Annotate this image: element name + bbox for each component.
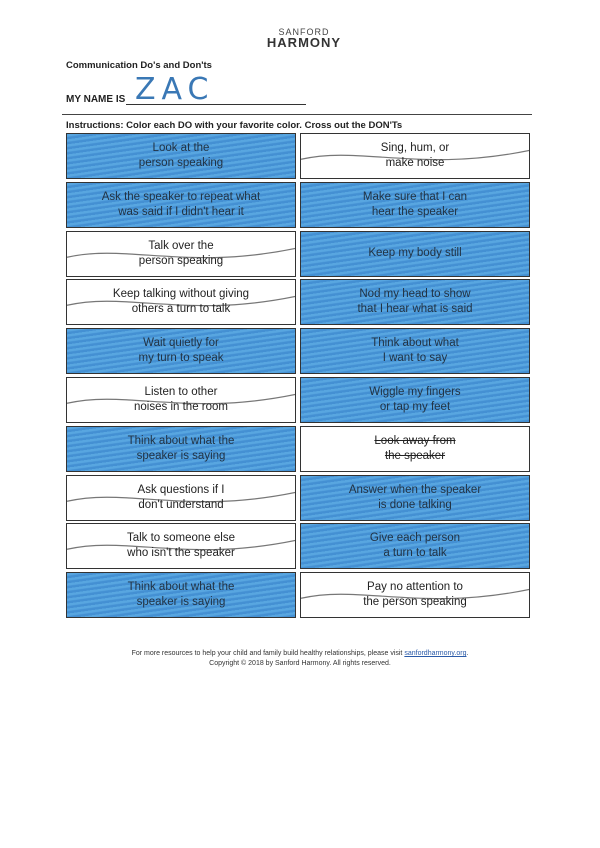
card-text: Talk over the person speaking — [138, 239, 224, 267]
card-do — [300, 279, 530, 325]
card-do — [66, 182, 296, 228]
instructions: Instructions: Color each DO with your favorite color. Cross out the DON'Ts — [66, 120, 403, 131]
card-text: Keep talking without giving others a turn to talk — [112, 288, 250, 316]
name-handwritten: ZAC — [135, 72, 215, 107]
card-do — [300, 231, 530, 277]
card-dont — [66, 475, 296, 521]
sanford-harmony-logo — [262, 27, 346, 49]
card-dont — [300, 133, 530, 179]
card-text: Ask the speaker to repeat what was said if I didn't hear it — [101, 190, 261, 218]
copyright: Copyright © 2018 by Sanford Harmony. All rights reserved. — [209, 660, 391, 667]
card-dont — [300, 426, 530, 472]
card-do — [300, 328, 530, 374]
card-text: Think about what the speaker is saying — [127, 581, 235, 609]
name-label: MY NAME IS — [66, 94, 126, 105]
card-text: Wait quietly for my turn to speak — [138, 337, 224, 365]
card-text: Listen to other noises in the room — [134, 386, 228, 413]
card-dont — [300, 572, 530, 618]
footer-period: . — [466, 650, 469, 657]
divider — [62, 114, 532, 115]
card-do — [300, 182, 530, 228]
worksheet-title: Communication Do's and Don'ts — [66, 60, 212, 71]
footer-text: For more resources to help your child and family build healthy relationships, please visit — [131, 650, 403, 657]
logo-sanford-text: SANFORD — [278, 27, 330, 37]
card-do — [66, 426, 296, 472]
card-do — [66, 133, 296, 179]
card-text: Pay no attention to the person speaking — [363, 581, 467, 609]
card-text: Look away from the speaker — [374, 434, 456, 462]
card-text: Answer when the speaker is done talking — [348, 483, 482, 511]
card-text: Think about what I want to say — [371, 337, 459, 365]
footer-link[interactable]: sanfordharmony.org — [404, 650, 467, 657]
card-dont — [66, 377, 296, 423]
card-dont — [66, 231, 296, 277]
dos-donts-grid — [66, 133, 530, 621]
card-dont — [66, 523, 296, 569]
card-text: Talk to someone else who isn't the speaker — [126, 532, 236, 560]
name-underline — [126, 104, 306, 105]
card-text: Look at the person speaking — [138, 142, 224, 169]
card-do — [66, 328, 296, 374]
card-text: Give each person a turn to talk — [369, 532, 461, 560]
card-do — [300, 377, 530, 423]
card-text: Think about what the speaker is saying — [127, 434, 235, 462]
card-do — [66, 572, 296, 618]
card-do — [300, 475, 530, 521]
card-dont — [66, 279, 296, 325]
logo-harmony-text: HARMONY — [266, 35, 342, 50]
card-do — [300, 523, 530, 569]
card-text: Ask questions if I don't understand — [137, 483, 225, 511]
footer — [0, 649, 600, 669]
card-text: Keep my body still — [368, 247, 462, 260]
card-text: Sing, hum, or make noise — [380, 142, 450, 169]
card-text: Nod my head to show that I hear what is said — [357, 288, 473, 316]
card-text: Make sure that I can hear the speaker — [362, 190, 468, 218]
card-text: Wiggle my fingers or tap my feet — [369, 386, 461, 413]
